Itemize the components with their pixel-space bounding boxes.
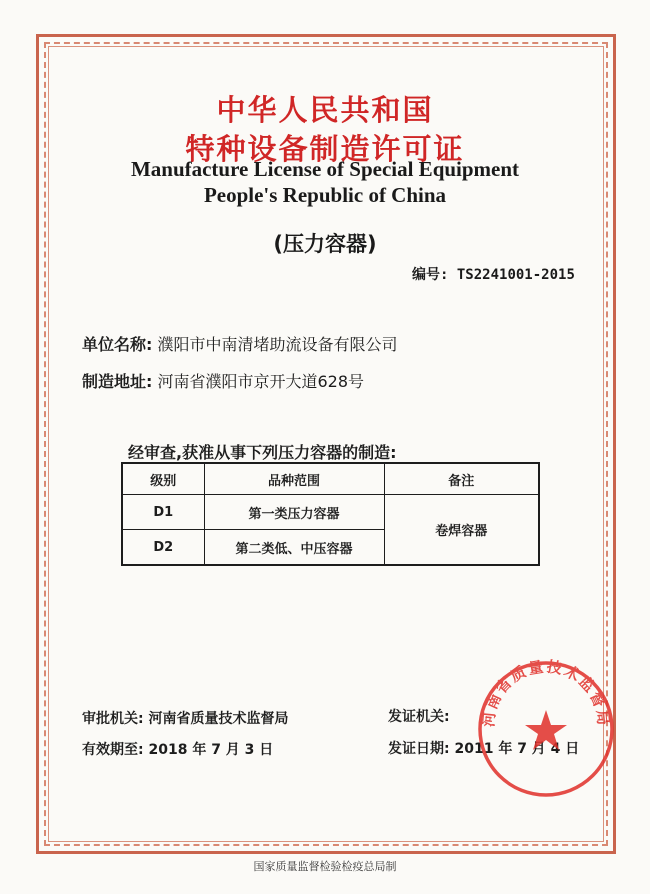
row-level: D2 [122,530,204,566]
issuing-authority-label: 发证机关: [388,709,450,725]
header-level: 级别 [122,463,204,495]
address-value: 河南省濮阳市京开大道628号 [157,372,365,391]
row-remark: 卷焊容器 [384,495,539,566]
approval-authority-label: 审批机关: [82,711,144,727]
issuing-authority [388,706,450,726]
seal-text: 河南省质量技术监督局 [479,658,613,728]
table-header-row [122,463,539,495]
title-cn-line2: 特种设备制造许可证 [185,132,465,166]
unit-name-label: 单位名称: [82,335,153,354]
valid-until-value: 2018 年 7 月 3 日 [148,742,274,758]
valid-until-label: 有效期至: [82,742,144,758]
equipment-category: (压力容器) [273,232,377,256]
row-level: D1 [122,495,204,530]
row-scope: 第一类压力容器 [204,495,384,530]
row-scope: 第二类低、中压容器 [204,530,384,566]
table-row [122,495,539,530]
title-en-line1: Manufacture License of Special Equipment [130,157,520,181]
official-seal-icon [475,658,617,800]
approval-authority-value: 河南省质量技术监督局 [148,711,289,727]
unit-name-field [82,332,398,355]
number-value: TS2241001-2015 [456,267,575,283]
approval-authority [82,708,288,728]
issue-date-value: 2011 年 7 月 4 日 [454,741,580,757]
title-en-line2: People's Republic of China [203,183,447,207]
address-field [82,369,364,392]
address-label: 制造地址: [82,372,153,391]
title-cn-line1: 中华人民共和国 [216,93,434,127]
unit-name-value: 濮阳市中南清堵助流设备有限公司 [157,335,398,354]
header-scope: 品种范围 [204,463,384,495]
number-label: 编号: [412,267,449,283]
issue-date-label: 发证日期: [388,741,450,757]
intro-text: 经审查,获准从事下列压力容器的制造: [128,443,397,462]
footer-issuer: 国家质量监督检验检疫总局制 [253,860,397,873]
valid-until [82,739,273,759]
header-remark: 备注 [384,463,539,495]
certificate-number [412,264,575,284]
license-scope-table [121,462,540,566]
